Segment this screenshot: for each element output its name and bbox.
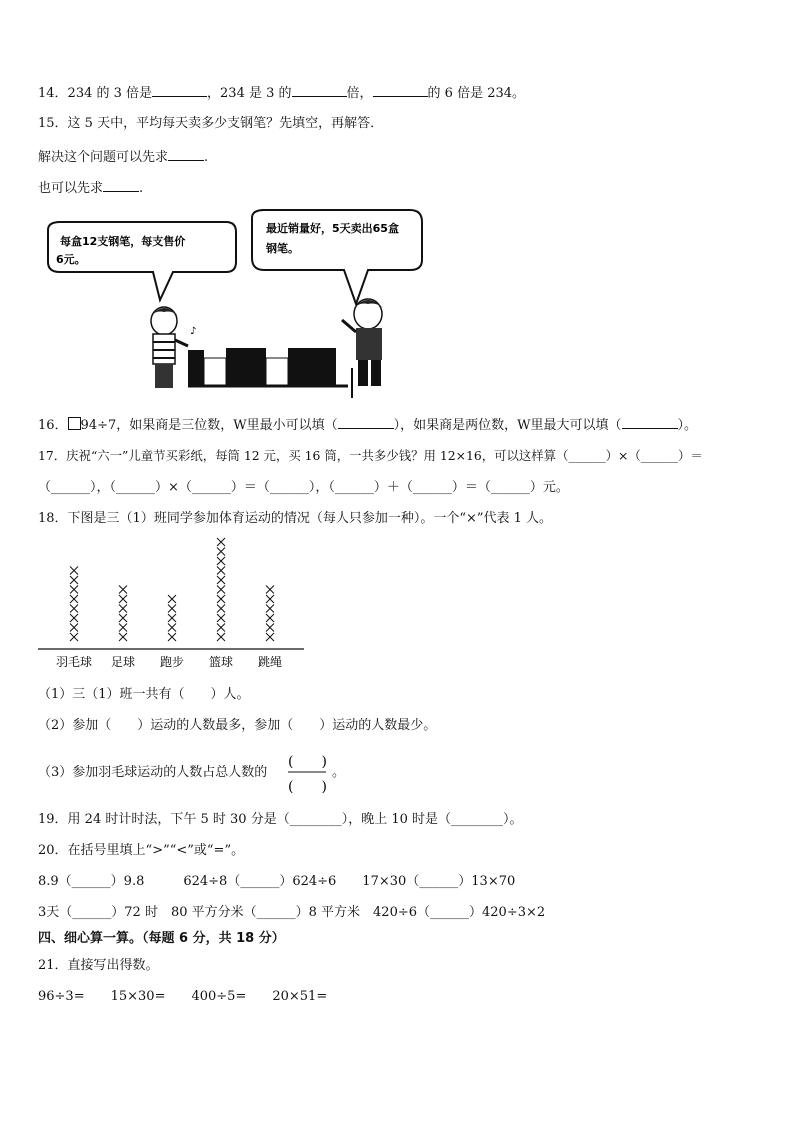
q20-line-2: 8.9（______）9.8 624÷8（______）624÷6 17×30（______）13×70 bbox=[38, 874, 516, 889]
right-bubble-line-1: 最近销量好，5天卖出65盒 bbox=[266, 222, 399, 235]
question-16 bbox=[38, 415, 697, 435]
q21-line-2: 96÷3= 15×30= 400÷5= 20×51= bbox=[38, 989, 328, 1004]
q15-line-3 bbox=[38, 178, 143, 198]
question-18: 18．下图是三（1）班同学参加体育运动的情况（每人只参加一种）。一个“×”代表 1 人。 bbox=[38, 511, 553, 526]
q15-line-2-text: 解决这个问题可以先求 bbox=[38, 150, 169, 165]
q16-text-d: ）。 bbox=[677, 418, 698, 433]
cross-mark bbox=[70, 576, 78, 584]
cross-mark bbox=[217, 624, 225, 632]
chart-column-1 bbox=[70, 567, 78, 642]
q14-blank-1[interactable] bbox=[152, 83, 207, 97]
q16-blank-1[interactable] bbox=[338, 415, 394, 429]
q14-text-b: ，234 是 3 的 bbox=[207, 86, 292, 101]
q15-blank-1[interactable] bbox=[168, 147, 204, 161]
chart-column-4 bbox=[217, 538, 225, 641]
right-child-figure bbox=[342, 299, 383, 398]
cross-mark bbox=[70, 567, 78, 575]
cross-mark bbox=[70, 605, 78, 613]
q18-cross-chart bbox=[38, 535, 308, 675]
cross-mark bbox=[266, 614, 274, 622]
chart-category-label: 足球 bbox=[110, 655, 136, 669]
left-bubble-line-1: 每盒12支钢笔，每支售价 bbox=[60, 235, 186, 248]
cross-mark bbox=[119, 624, 127, 632]
cross-mark bbox=[217, 595, 225, 603]
q15-illustration bbox=[38, 208, 430, 398]
q15-line-2 bbox=[38, 147, 208, 167]
cross-mark bbox=[217, 567, 225, 575]
cross-mark bbox=[266, 624, 274, 632]
cross-mark bbox=[266, 633, 274, 641]
cross-mark bbox=[70, 595, 78, 603]
q18-sub-1: （1）三（1）班一共有（ ）人。 bbox=[38, 687, 250, 702]
cross-mark bbox=[217, 586, 225, 594]
fraction-numerator: ( ) bbox=[288, 754, 327, 770]
q16-text-b: 94÷7，如果商是三位数，W里最小可以填（ bbox=[80, 418, 338, 433]
cross-mark bbox=[217, 557, 225, 565]
question-20: 20．在括号里填上“>”“<”或“=”。 bbox=[38, 843, 245, 858]
cross-mark bbox=[70, 614, 78, 622]
q16-text-a: 16． bbox=[38, 418, 68, 433]
q18-sub-3-end: 。 bbox=[332, 765, 346, 780]
cross-mark bbox=[168, 595, 176, 603]
svg-text:♪: ♪ bbox=[190, 326, 197, 337]
cross-mark bbox=[217, 576, 225, 584]
q14-blank-2[interactable] bbox=[292, 83, 347, 97]
left-bubble-line-2: 6元。 bbox=[56, 253, 86, 266]
pen-boxes bbox=[188, 348, 348, 386]
question-19: 19．用 24 时计时法，下午 5 时 30 分是（________），晚上 10 时是（________）。 bbox=[38, 812, 523, 827]
question-15: 15．这 5 天中，平均每天卖多少支钢笔？先填空，再解答． bbox=[38, 116, 384, 131]
q14-text-c: 倍， bbox=[346, 86, 373, 101]
fraction-denominator: ( ) bbox=[288, 779, 327, 795]
section-4-heading: 四、细心算一算。（每题 6 分，共 18 分） bbox=[38, 931, 285, 946]
q18-sub-3: （3）参加羽毛球运动的人数占总人数的 bbox=[38, 765, 268, 780]
cross-mark bbox=[119, 595, 127, 603]
cross-mark bbox=[217, 548, 225, 556]
q15-blank-2[interactable] bbox=[103, 178, 139, 192]
cross-mark bbox=[168, 605, 176, 613]
cross-mark bbox=[119, 633, 127, 641]
chart-category-label: 羽毛球 bbox=[55, 655, 93, 669]
question-14 bbox=[38, 83, 525, 103]
cross-mark bbox=[119, 614, 127, 622]
q16-square-box[interactable] bbox=[68, 417, 81, 430]
q14-blank-3[interactable] bbox=[373, 83, 428, 97]
cross-mark bbox=[266, 605, 274, 613]
cross-mark bbox=[168, 614, 176, 622]
q18-sub-2: （2）参加（ ）运动的人数最多，参加（ ）运动的人数最少。 bbox=[38, 718, 437, 733]
question-21: 21．直接写出得数。 bbox=[38, 958, 159, 973]
q15-dot-1: . bbox=[204, 150, 209, 165]
cross-mark bbox=[217, 633, 225, 641]
q17-line-2: （______），（______）×（______）＝（______），（______）＋（______）＝（______）元。 bbox=[38, 480, 569, 495]
cross-mark bbox=[119, 586, 127, 594]
cross-mark bbox=[119, 605, 127, 613]
q16-text-c: ），如果商是两位数，W里最大可以填（ bbox=[393, 418, 622, 433]
chart-column-3 bbox=[168, 595, 176, 641]
chart-column-5 bbox=[266, 586, 274, 642]
chart-column-2 bbox=[119, 586, 127, 642]
chart-category-label: 篮球 bbox=[208, 655, 234, 669]
chart-category-label: 跑步 bbox=[159, 655, 185, 669]
cross-mark bbox=[168, 633, 176, 641]
question-17: 17．庆祝“六一”儿童节买彩纸，每筒 12 元，买 16 筒，一共多少钱？用 12×16，可以这样算（______）×（______）＝ bbox=[38, 448, 703, 463]
cross-mark bbox=[70, 586, 78, 594]
q18-fraction[interactable] bbox=[286, 748, 332, 796]
cross-mark bbox=[168, 624, 176, 632]
q15-dot-2: . bbox=[139, 181, 144, 196]
chart-category-label: 跳绳 bbox=[257, 655, 283, 669]
cross-mark bbox=[217, 614, 225, 622]
cross-mark bbox=[70, 633, 78, 641]
q20-line-3: 3天（______）72 时 80 平方分米（______）8 平方米 420÷6（______）420÷3×2 bbox=[38, 905, 546, 920]
right-bubble-line-2: 钢笔。 bbox=[266, 242, 299, 255]
cross-mark bbox=[217, 538, 225, 546]
cross-mark bbox=[217, 605, 225, 613]
q14-text-d: 的 6 倍是 234。 bbox=[427, 86, 526, 101]
cross-mark bbox=[266, 586, 274, 594]
q16-blank-2[interactable] bbox=[622, 415, 678, 429]
cross-mark bbox=[266, 595, 274, 603]
cross-mark bbox=[70, 624, 78, 632]
q14-text-a: 14．234 的 3 倍是 bbox=[38, 86, 153, 101]
q15-line-3-text: 也可以先求 bbox=[38, 181, 104, 196]
